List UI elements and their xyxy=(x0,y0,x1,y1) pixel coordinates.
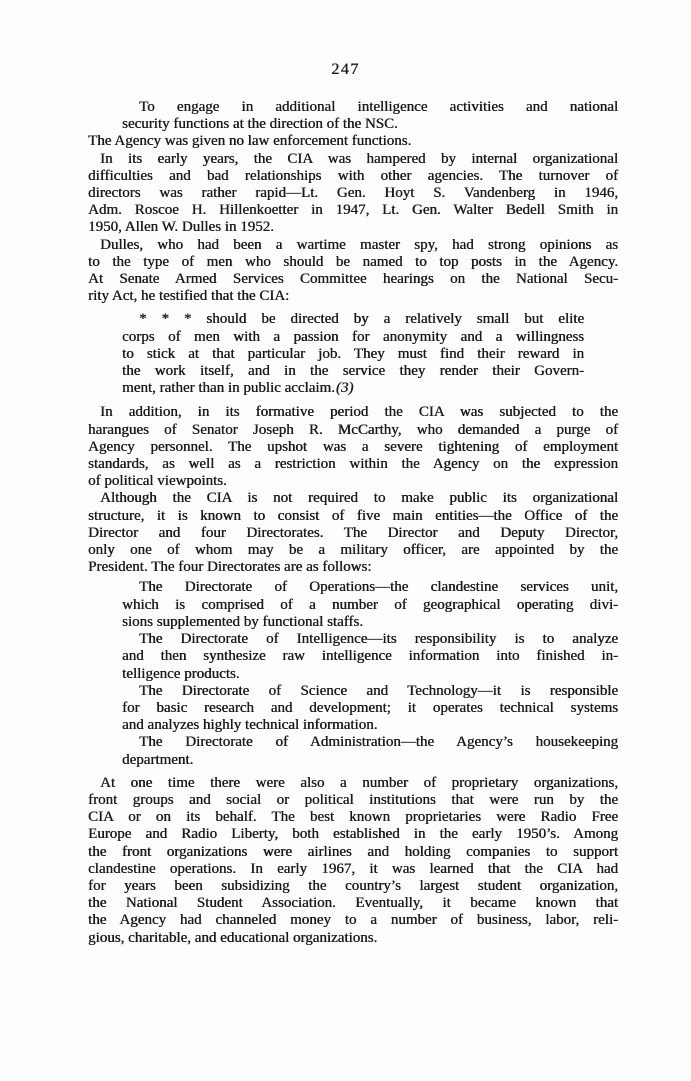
text-line: In addition, in its formative period the CIA was subjected to the xyxy=(100,404,618,421)
text-line: to stick at that particular job. They must find their reward in xyxy=(122,345,584,362)
text-run: ment, rather than in public acclaim. xyxy=(122,380,335,397)
directorate-item xyxy=(122,631,618,683)
text-line: only one of whom may be a military officer, are appointed by the xyxy=(88,542,618,559)
text-line: Dulles, who had been a wartime master spy, had strong opinions as xyxy=(100,236,618,253)
text-line: Adm. Roscoe H. Hillenkoetter in 1947, Lt. Gen. Walter Bedell Smith in xyxy=(88,202,618,219)
text-line: Europe and Radio Liberty, both established in the early 1950’s. Among xyxy=(88,826,618,843)
text-line: At one time there were also a number of proprietary organizations, xyxy=(100,774,618,791)
text-line: and then synthesize raw intelligence information into finished in- xyxy=(122,648,618,665)
text-line: the front organizations were airlines and holding companies to support xyxy=(88,843,618,860)
paragraph xyxy=(88,237,618,306)
text-line: CIA or on its behalf. The best known proprietaries were Radio Free xyxy=(88,809,618,826)
paragraph xyxy=(88,775,618,947)
text-line: standards, as well as a restriction within the Agency on the expression xyxy=(88,456,618,473)
text-line: and analyzes highly technical information. xyxy=(122,717,378,734)
text-line: The Directorate of Operations—the clandestine services unit, xyxy=(139,579,618,596)
text-line: front groups and social or political institutions that were run by the xyxy=(88,791,618,808)
text-line: directors was rather rapid—Lt. Gen. Hoyt S. Vandenberg in 1946, xyxy=(88,185,618,202)
text-line: The Directorate of Intelligence—its responsibility is to analyze xyxy=(139,631,618,648)
text-line: the work itself, and in the service they render their Govern- xyxy=(122,363,584,380)
text-line xyxy=(122,380,584,397)
text-line: the Agency had channeled money to a number of business, labor, reli- xyxy=(88,912,618,929)
text-line: for years been subsidizing the country’s largest student organization, xyxy=(88,877,618,894)
text-line: Agency personnel. The upshot was a severe tightening of employment xyxy=(88,438,618,455)
text-line: In its early years, the CIA was hampered by internal organizational xyxy=(100,150,618,167)
text-line: the National Student Association. Eventually, it became known that xyxy=(88,895,618,912)
text-line: To engage in additional intelligence activities and national xyxy=(139,99,618,115)
paragraph xyxy=(88,490,618,576)
text-line: telligence products. xyxy=(122,665,240,682)
text-line: corps of men with a passion for anonymity and a willingness xyxy=(122,328,584,345)
text-line: clandestine operations. In early 1967, it was learned that the CIA had xyxy=(88,860,618,877)
text-line: structure, it is known to consist of five main entities—the Office of the xyxy=(88,507,618,524)
text-line: Although the CIA is not required to make public its organizational xyxy=(100,490,618,507)
hanging-quote-paragraph xyxy=(122,99,618,133)
text-line: The Directorate of Science and Technology—it is responsible xyxy=(139,682,618,699)
paragraph xyxy=(88,151,618,237)
text-line: for basic research and development; it operates technical systems xyxy=(122,699,618,716)
page-number: 247 xyxy=(331,61,360,78)
directorate-item xyxy=(122,734,618,768)
text-line: sions supplemented by functional staffs. xyxy=(122,613,363,630)
text-line: which is comprised of a number of geographical operating divi- xyxy=(122,596,618,613)
text-line: of political viewpoints. xyxy=(88,473,227,490)
paragraph xyxy=(88,133,618,150)
text-line: The Directorate of Administration—the Agency’s housekeeping xyxy=(139,734,618,751)
text-line: rity Act, he testified that the CIA: xyxy=(88,288,290,305)
text-line: gious, charitable, and educational organizations. xyxy=(88,929,378,946)
text-line: to the type of men who should be named to top posts in the Agency. xyxy=(88,253,618,270)
text-line: department. xyxy=(122,751,194,768)
text-line: * * * should be directed by a relatively small but elite xyxy=(139,311,584,328)
directorate-item xyxy=(122,579,618,631)
page-content xyxy=(88,99,618,947)
text-line: Director and four Directorates. The Director and Deputy Director, xyxy=(88,524,618,541)
paragraph xyxy=(88,404,618,490)
text-line: difficulties and bad relationships with other agencies. The turnover of xyxy=(88,167,618,184)
text-line: security functions at the direction of the NSC. xyxy=(122,116,398,133)
star-quote-paragraph xyxy=(122,311,584,397)
text-line: 1950, Allen W. Dulles in 1952. xyxy=(88,219,274,236)
text-line: harangues of Senator Joseph R. McCarthy, who demanded a purge of xyxy=(88,421,618,438)
directorate-item xyxy=(122,683,618,735)
text-line: At Senate Armed Services Committee hearings on the National Secu- xyxy=(88,271,618,288)
footnote-ref: (3) xyxy=(335,380,354,397)
text-line: The Agency was given no law enforcement functions. xyxy=(88,133,412,150)
text-line: President. The four Directorates are as follows: xyxy=(88,559,372,576)
